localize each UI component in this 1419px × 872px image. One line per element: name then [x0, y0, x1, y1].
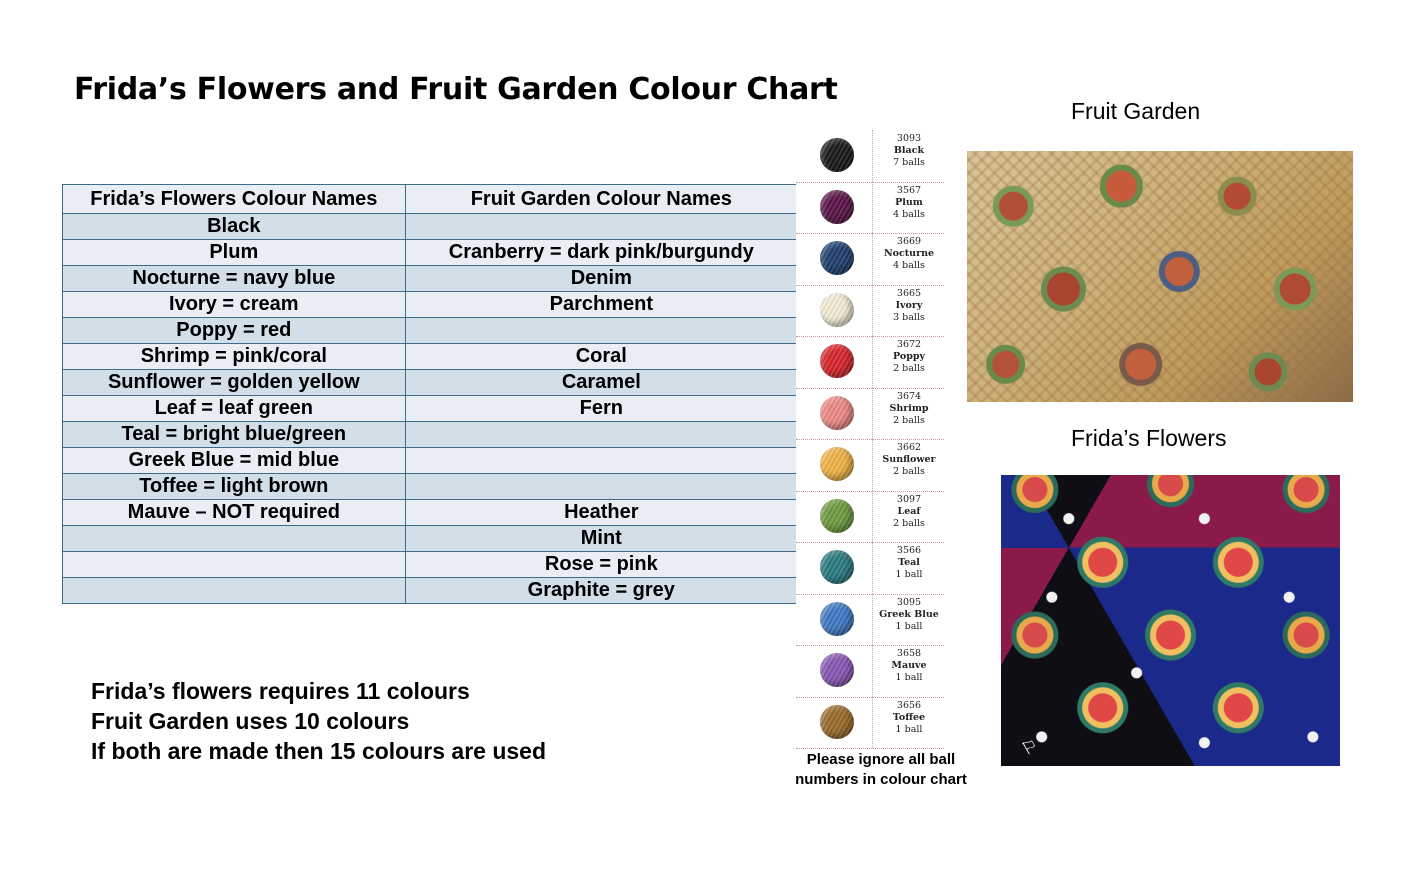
fruit-garden-colour-cell — [405, 422, 797, 448]
fruit-garden-colour-cell: Parchment — [405, 292, 797, 318]
swatch-row — [796, 542, 944, 595]
swatch-balls: 2 balls — [893, 414, 925, 426]
swatch-info — [876, 597, 942, 633]
divider — [872, 439, 873, 491]
table-row — [63, 526, 798, 552]
fridas-colour-cell: Black — [63, 214, 406, 240]
swatch-name: Black — [893, 145, 925, 156]
yarn-ball-swatch — [820, 447, 854, 481]
swatch-code: 3662 — [896, 442, 922, 453]
swatch-name: Ivory — [895, 299, 923, 311]
table-row — [63, 474, 798, 500]
swatch-code: 3097 — [896, 493, 922, 505]
fridas-colour-cell — [63, 526, 406, 552]
swatch-balls: 1 ball — [895, 569, 923, 580]
swatch-info — [876, 391, 942, 427]
fruit-garden-colour-cell: Rose = pink — [405, 552, 797, 578]
swatch-balls: 1 ball — [895, 672, 923, 683]
table-row — [63, 396, 798, 422]
swatch-info — [876, 545, 942, 581]
yarn-ball-swatch — [820, 344, 854, 378]
fridas-flowers-image-label: Frida’s Flowers — [1071, 425, 1227, 451]
swatch-info — [876, 648, 942, 684]
swatch-balls: 7 balls — [893, 157, 925, 168]
divider — [872, 491, 873, 543]
yarn-ball-swatch — [820, 705, 854, 739]
fridas-colour-cell: Plum — [63, 240, 406, 266]
ignore-ball-numbers-note: Please ignore all ball numbers in colour chart — [795, 751, 967, 788]
fridas-colour-cell: Greek Blue = mid blue — [63, 448, 406, 474]
swatch-row — [796, 645, 944, 698]
swatch-info — [876, 236, 942, 272]
swatch-balls: 2 balls — [893, 466, 925, 477]
swatch-code: 3672 — [896, 339, 922, 350]
fruit-garden-colour-cell — [405, 214, 797, 240]
swatch-code: 3095 — [896, 596, 922, 608]
swatch-name: Leaf — [897, 505, 921, 517]
table-row — [63, 214, 798, 240]
fridas-colour-cell: Toffee = light brown — [63, 474, 406, 500]
swatch-code: 3656 — [896, 699, 922, 711]
swatch-row — [796, 439, 944, 492]
divider — [872, 645, 873, 697]
fruit-garden-colour-cell: Denim — [405, 266, 797, 292]
table-row — [63, 370, 798, 396]
fruit-garden-colour-cell — [405, 474, 797, 500]
swatch-code: 3566 — [896, 545, 922, 556]
fruit-garden-colour-cell: Mint — [405, 526, 797, 552]
column-header-fridas-flowers: Frida’s Flowers Colour Names — [63, 185, 406, 214]
tag-icon: ⚐ — [1017, 734, 1043, 761]
fridas-colour-cell: Poppy = red — [63, 318, 406, 344]
fruit-garden-blanket-image — [967, 151, 1353, 402]
fridas-colour-cell: Sunflower = golden yellow — [63, 370, 406, 396]
swatch-name: Teal — [898, 557, 920, 568]
yarn-ball-swatch — [820, 190, 854, 224]
table-row — [63, 500, 798, 526]
fridas-colour-cell — [63, 552, 406, 578]
swatch-row — [796, 594, 944, 647]
page-title: Frida’s Flowers and Fruit Garden Colour Chart — [74, 72, 838, 107]
swatch-name: Poppy — [892, 351, 926, 362]
fruit-garden-image-label: Fruit Garden — [1071, 98, 1201, 124]
divider — [872, 594, 873, 646]
colour-names-table — [62, 184, 798, 604]
divider — [872, 285, 873, 337]
divider — [872, 697, 873, 749]
colour-count-summary — [91, 676, 546, 766]
table-header-row — [63, 185, 798, 214]
table-row — [63, 318, 798, 344]
yarn-ball-swatch — [820, 499, 854, 533]
swatch-balls: 4 balls — [893, 260, 925, 271]
swatch-info — [876, 185, 942, 221]
swatch-balls: 2 balls — [893, 517, 925, 529]
swatch-name: Shrimp — [889, 402, 929, 414]
divider — [872, 542, 873, 594]
table-row — [63, 240, 798, 266]
fruit-garden-colour-cell — [405, 318, 797, 344]
table-row — [63, 292, 798, 318]
swatch-row — [796, 182, 944, 235]
fruit-garden-colour-cell: Coral — [405, 344, 797, 370]
swatch-row — [796, 336, 944, 389]
divider — [872, 233, 873, 285]
swatch-name: Mauve — [891, 660, 927, 671]
swatch-code: 3093 — [896, 133, 922, 144]
fruit-garden-colour-cell — [405, 448, 797, 474]
swatch-info — [876, 442, 942, 478]
table-row — [63, 578, 798, 604]
swatch-balls: 1 ball — [895, 723, 923, 735]
summary-line: If both are made then 15 colours are used — [91, 738, 547, 764]
divider — [872, 130, 873, 182]
summary-line: Fruit Garden uses 10 colours — [91, 708, 410, 734]
yarn-ball-swatch — [820, 653, 854, 687]
yarn-ball-swatch — [820, 241, 854, 275]
swatch-name: Greek Blue — [879, 608, 939, 620]
table-row — [63, 552, 798, 578]
swatch-name: Sunflower — [882, 454, 936, 465]
swatch-row — [796, 697, 944, 750]
fruit-garden-colour-cell: Fern — [405, 396, 797, 422]
swatch-balls: 4 balls — [893, 208, 925, 220]
swatch-info — [876, 339, 942, 375]
fridas-colour-cell: Ivory = cream — [63, 292, 406, 318]
divider — [872, 336, 873, 388]
fruit-garden-colour-cell: Caramel — [405, 370, 797, 396]
swatch-info — [876, 133, 942, 169]
fruit-garden-colour-cell: Graphite = grey — [405, 578, 797, 604]
swatch-name: Plum — [895, 196, 923, 208]
fridas-colour-cell: Leaf = leaf green — [63, 396, 406, 422]
yarn-ball-swatch — [820, 602, 854, 636]
divider — [872, 182, 873, 234]
table-row — [63, 266, 798, 292]
swatch-row — [796, 491, 944, 544]
summary-line: Frida’s flowers requires 11 colours — [91, 678, 470, 704]
swatch-code: 3674 — [896, 390, 922, 402]
fruit-garden-colour-cell: Cranberry = dark pink/burgundy — [405, 240, 797, 266]
swatch-code: 3665 — [896, 287, 922, 299]
fridas-colour-cell — [63, 578, 406, 604]
swatch-code: 3669 — [896, 236, 922, 247]
table-row — [63, 448, 798, 474]
swatch-info — [876, 288, 942, 324]
fruit-garden-colour-cell: Heather — [405, 500, 797, 526]
swatch-row — [796, 285, 944, 338]
fridas-colour-cell: Shrimp = pink/coral — [63, 344, 406, 370]
fridas-colour-cell: Teal = bright blue/green — [63, 422, 406, 448]
yarn-ball-swatch — [820, 138, 854, 172]
divider — [872, 388, 873, 440]
swatch-code: 3567 — [896, 184, 922, 196]
column-header-fruit-garden: Fruit Garden Colour Names — [405, 185, 797, 214]
yarn-ball-swatch — [820, 396, 854, 430]
fridas-colour-cell: Mauve – NOT required — [63, 500, 406, 526]
swatch-row — [796, 233, 944, 286]
swatch-name: Nocturne — [883, 248, 935, 259]
table-row — [63, 344, 798, 370]
swatch-name: Toffee — [892, 711, 926, 723]
swatch-info — [876, 494, 942, 530]
table-row — [63, 422, 798, 448]
swatch-balls: 3 balls — [893, 311, 925, 323]
swatch-code: 3658 — [896, 648, 922, 659]
swatch-row — [796, 130, 944, 183]
swatch-info — [876, 700, 942, 736]
yarn-ball-swatch — [820, 550, 854, 584]
swatch-row — [796, 388, 944, 441]
yarn-swatch-chart — [796, 130, 944, 745]
yarn-ball-swatch — [820, 293, 854, 327]
swatch-balls: 1 ball — [895, 620, 923, 632]
fridas-flowers-blanket-image — [1001, 475, 1340, 766]
fridas-colour-cell: Nocturne = navy blue — [63, 266, 406, 292]
swatch-balls: 2 balls — [893, 363, 925, 374]
